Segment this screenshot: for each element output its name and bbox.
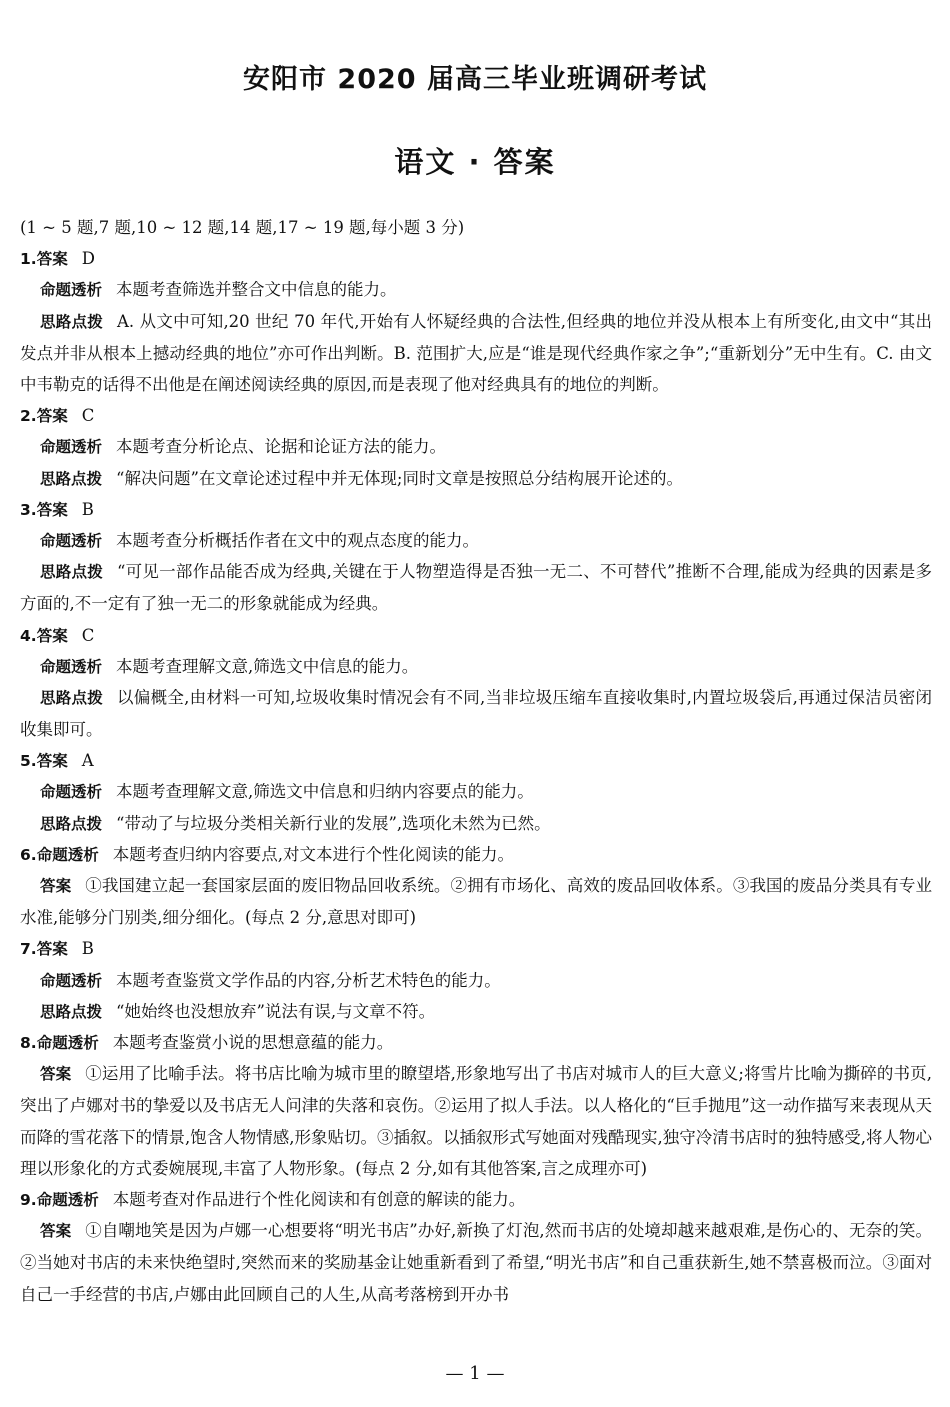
analysis-label: 命题透析 <box>36 1034 99 1053</box>
question-4-answer <box>20 620 932 651</box>
answer-text: ①自嘲地笑是因为卢娜一心想要将“明光书店”办好,新换了灯泡,然而书店的处境却越来越艰难,是伤心的、无奈的笑。②当她对书店的未来快绝望时,突然而来的奖励基金让她重新看到了希望,“明光书店”和自己重获新生,她不禁喜极而泣。③面对自己一手经营的书店,卢娜由此回顾自己的人生,从高考落榜到开办书 <box>20 1221 932 1304</box>
hint-label: 思路点拨 <box>40 1002 103 1021</box>
analysis-label: 命题透析 <box>36 1191 99 1210</box>
question-3-answer <box>20 494 932 525</box>
page-number: — 1 — <box>445 1363 505 1384</box>
hint-label: 思路点拨 <box>40 312 104 331</box>
question-2-hint <box>20 463 932 494</box>
answer-label: 答案 <box>40 1222 72 1241</box>
page-subtitle: 语文 · 答案 <box>394 145 556 179</box>
question-5-hint <box>20 808 932 839</box>
analysis-text: 本题考查鉴赏文学作品的内容,分析艺术特色的能力。 <box>116 970 501 990</box>
answer-label: 答案 <box>36 500 68 519</box>
question-6-analysis <box>20 839 932 870</box>
analysis-label: 命题透析 <box>36 845 99 864</box>
question-2-analysis <box>20 431 932 462</box>
question-8-answer <box>20 1058 932 1184</box>
question-number: 6. <box>20 845 37 864</box>
hint-label: 思路点拨 <box>40 469 103 488</box>
question-number: 5. <box>20 752 37 771</box>
question-2-answer <box>20 400 932 431</box>
question-number: 4. <box>20 626 37 645</box>
analysis-label: 命题透析 <box>40 438 103 457</box>
answer-label: 答案 <box>40 1065 72 1084</box>
answer-label: 答案 <box>36 626 68 645</box>
answer-value: C <box>81 406 95 426</box>
hint-label: 思路点拨 <box>40 563 103 582</box>
question-7-answer <box>20 933 932 964</box>
question-6-answer <box>20 870 932 933</box>
question-number: 2. <box>20 407 37 426</box>
analysis-label: 命题透析 <box>40 971 103 990</box>
question-3-analysis <box>20 525 932 556</box>
answer-label: 答案 <box>36 752 68 771</box>
question-1-analysis <box>20 274 932 305</box>
answer-label: 答案 <box>36 407 68 426</box>
question-9-answer <box>20 1215 932 1310</box>
question-1-answer <box>20 243 932 274</box>
question-number: 1. <box>20 250 37 269</box>
answer-value: B <box>81 939 94 959</box>
hint-text: 以偏概全,由材料一可知,垃圾收集时情况会有不同,当非垃圾压缩车直接收集时,内置垃圾袋后,再通过保洁员密闭收集即可。 <box>20 687 932 740</box>
answer-text: ①我国建立起一套国家层面的废旧物品回收系统。②拥有市场化、高效的废品回收体系。③我国的废品分类具有专业水准,能够分门别类,细分细化。(每点 2 分,意思对即可) <box>20 876 932 928</box>
hint-text: “可见一部作品能否成为经典,关键在于人物塑造得是否独一无二、不可替代”推断不合理,能成为经典的因素是多方面的,不一定有了独一无二的形象就能成为经典。 <box>20 562 932 614</box>
analysis-text: 本题考查筛选并整合文中信息的能力。 <box>116 280 397 300</box>
answer-label: 答案 <box>36 250 68 269</box>
analysis-label: 命题透析 <box>40 281 103 300</box>
question-5-analysis <box>20 776 932 807</box>
question-5-answer <box>20 745 932 776</box>
answer-label: 答案 <box>36 940 68 959</box>
question-number: 8. <box>20 1034 37 1053</box>
question-4-hint <box>20 682 932 745</box>
analysis-text: 本题考查分析论点、论据和论证方法的能力。 <box>116 437 447 457</box>
page-title: 安阳市 2020 届高三毕业班调研考试 <box>243 64 707 95</box>
analysis-text: 本题考查理解文意,筛选文中信息和归纳内容要点的能力。 <box>116 782 534 802</box>
question-number: 7. <box>20 940 37 959</box>
question-7-hint <box>20 996 932 1027</box>
answer-text: ①运用了比喻手法。将书店比喻为城市里的瞭望塔,形象地写出了书店对城市人的巨大意义;将雪片比喻为撕碎的书页,突出了卢娜对书的挚爱以及书店无人问津的失落和哀伤。②运用了拟人手法。以人格化的“巨手抛甩”这一动作描写来表现从天而降的雪花落下的情景,饱含人物情感,形象贴切。③插叙。以插叙形式写她面对残酷现实,独守冷清书店时的独特感受,将人物心理以形象化的方式委婉展现,丰富了人物形象。(每点 2 分,如有其他答案,言之成理亦可) <box>20 1064 932 1178</box>
question-number: 3. <box>20 500 37 519</box>
question-8-analysis <box>20 1027 932 1058</box>
question-9-analysis <box>20 1184 932 1215</box>
answer-value: B <box>81 499 94 519</box>
question-number: 9. <box>20 1191 37 1210</box>
hint-text: “带动了与垃圾分类相关新行业的发展”,选项化未然为已然。 <box>116 813 551 833</box>
analysis-text: 本题考查归纳内容要点,对文本进行个性化阅读的能力。 <box>112 844 514 864</box>
hint-label: 思路点拨 <box>40 814 103 833</box>
analysis-text: 本题考查理解文意,筛选文中信息的能力。 <box>116 656 419 676</box>
hint-label: 思路点拨 <box>40 688 104 707</box>
hint-text: “她始终也没想放弃”说法有误,与文章不符。 <box>116 1001 436 1021</box>
analysis-label: 命题透析 <box>40 783 103 802</box>
analysis-text: 本题考查分析概括作者在文中的观点态度的能力。 <box>116 530 480 550</box>
analysis-label: 命题透析 <box>40 657 103 676</box>
question-3-hint <box>20 556 932 619</box>
analysis-text: 本题考查鉴赏小说的思想意蕴的能力。 <box>112 1033 394 1053</box>
answer-content <box>20 212 932 1310</box>
analysis-text: 本题考查对作品进行个性化阅读和有创意的解读的能力。 <box>112 1190 526 1210</box>
answer-value: A <box>81 751 94 771</box>
scoring-note: (1 ~ 5 题,7 题,10 ~ 12 题,14 题,17 ~ 19 题,每小题 3 分) <box>20 218 465 237</box>
question-7-analysis <box>20 965 932 996</box>
answer-value: D <box>81 249 95 269</box>
question-1-hint <box>20 306 932 401</box>
question-4-analysis <box>20 651 932 682</box>
analysis-label: 命题透析 <box>40 531 103 550</box>
answer-value: C <box>81 625 95 645</box>
hint-text: “解决问题”在文章论述过程中并无体现;同时文章是按照总分结构展开论述的。 <box>116 468 683 488</box>
answer-label: 答案 <box>40 877 72 896</box>
hint-text: A. 从文中可知,20 世纪 70 年代,开始有人怀疑经典的合法性,但经典的地位并没从根本上有所变化,由文中“其出发点并非从根本上撼动经典的地位”亦可作出判断。B. 范围扩大,应是“谁是现代经典作家之争”;“重新划分”无中生有。C. 由文中韦勒克的话得不出他是在阐述阅读经典的原因,而是表现了他对经典具有的地位的判断。 <box>20 311 932 394</box>
